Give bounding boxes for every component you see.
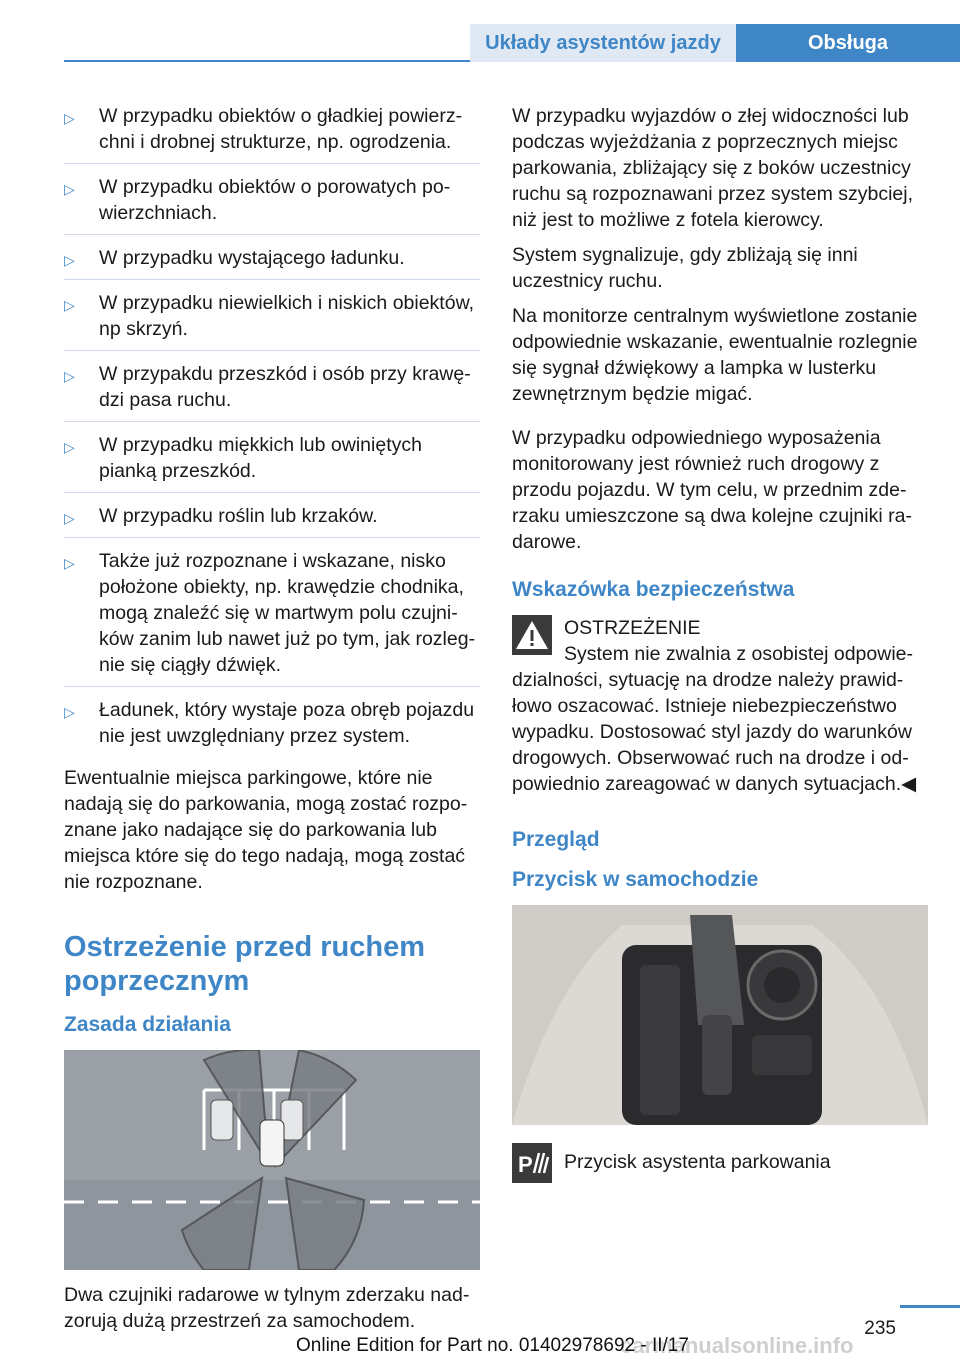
list-item: ▷ W przypadku roślin lub krzaków. — [64, 503, 480, 538]
parking-assist-button-row — [512, 1143, 928, 1187]
overview-heading: Przegląd — [512, 828, 600, 851]
list-item: ▷ W przypadku niewielkich i niskich obiektów, np skrzyń. — [64, 290, 480, 351]
warning-text: System nie zwalnia z osobistej odpowiedzialności, sytuację na drodze należy prawidłowo oszacować. Istnieje niebezpieczeństwo wypadku. Dostosować styl jazdy do warunków drogowych. Obserwować ruch na drodze i odpowiednio zareagować w danych sytuacjach.◀ — [512, 643, 917, 795]
bullet-triangle-icon: ▷ — [64, 704, 75, 720]
center-console-photo — [512, 905, 928, 1125]
footer-rule — [900, 1305, 960, 1308]
bullet-triangle-icon: ▷ — [64, 555, 75, 571]
section-heading: Ostrzeżenie przed ruchem poprzecznym — [64, 931, 425, 997]
warning-triangle-icon — [512, 615, 552, 655]
radar-coverage-illustration — [64, 1050, 480, 1270]
paragraph: Na monitorze centralnym wyświetlone zostanie odpowiednie wskazanie, ewentualnie rozlegnie się sygnał dźwiękowy a lampka w lusterku zewnętrznym będzie migać. — [512, 305, 918, 405]
subsection-heading: Zasada działania — [64, 1013, 231, 1036]
bullet-triangle-icon: ▷ — [64, 252, 75, 268]
bullet-triangle-icon: ▷ — [64, 510, 75, 526]
paragraph: W przypadku wyjazdów o złej widoczności lub podczas wyjeżdżania z poprzecznych miejsc parkowania, zbliżający się z boków uczestnicy ruchu są rozpoznawani przez system szybciej, niż jest to możliwe z fotela kierowcy. — [512, 105, 913, 231]
parking-assist-icon — [512, 1143, 552, 1183]
list-item: ▷ W przypadku miękkich lub owiniętych pianką przeszkód. — [64, 432, 480, 493]
road — [64, 1180, 480, 1270]
radar-diagram — [64, 1050, 480, 1270]
watermark: carmanualsonline.info — [620, 1333, 854, 1358]
left-column — [64, 103, 480, 1343]
list-item: ▷ W przypadku obiektów o gładkiej powierzchni i drobnej strukturze, np. ogrodzenia. — [64, 103, 480, 164]
header-section-title: Układy asystentów jazdy — [470, 24, 736, 62]
button-label: Przycisk asystenta parkowania — [564, 1151, 831, 1173]
figure-caption: Dwa czujniki radarowe w tylnym zderzaku nadzorują dużą przestrzeń za samochodem. — [64, 1284, 470, 1332]
list-item: ▷ Ładunek, który wystaje poza obręb pojazdu nie jest uwzględniany przez system. — [64, 699, 475, 747]
safety-heading: Wskazówka bezpieczeństwa — [512, 578, 795, 601]
bullet-triangle-icon: ▷ — [64, 110, 75, 126]
warning-title: OSTRZEŻENIE — [564, 617, 701, 639]
parked-car — [211, 1100, 233, 1140]
limitations-list — [64, 103, 480, 757]
list-item: ▷ W przypakdu przeszkód i osób przy krawędzi pasa ruchu. — [64, 361, 480, 422]
header-chapter-title: Obsługa — [736, 24, 960, 62]
ego-car — [260, 1120, 284, 1166]
bullet-triangle-icon: ▷ — [64, 181, 75, 197]
warning-box — [512, 615, 928, 797]
page-number: 235 — [864, 1318, 896, 1339]
list-item: ▷ W przypadku wystającego ładunku. — [64, 245, 480, 280]
list-item: ▷ W przypadku obiektów o porowatych powierzchniach. — [64, 174, 480, 235]
paragraph: W przypadku odpowiedniego wyposażenia monitorowany jest również ruch drogowy z przodu pojazdu. W tym celu, w przednim zderzaku umieszczone są dwa kolejne czujniki radarowe. — [512, 427, 912, 553]
bullet-triangle-icon: ▷ — [64, 297, 75, 313]
parking-note: Ewentualnie miejsca parkingowe, które nie nadają się do parkowania, mogą zostać rozpoznane jako nadające się do parkowania lub miejsca które się do tego nadają, mogą zostać nie rozpoznane. — [64, 767, 468, 893]
list-item: ▷ Także już rozpoznane i wskazane, nisko położone obiekty, np. krawędzie chodnika, mogą znaleźć się w martwym polu czujników zanim lub nawet już po tym, jak rozlegnie się ciągły dźwięk. — [64, 548, 480, 687]
bullet-triangle-icon: ▷ — [64, 368, 75, 384]
paragraph: System sygnalizuje, gdy zbliżają się inni uczestnicy ruchu. — [512, 244, 858, 292]
button-heading: Przycisk w samochodzie — [512, 868, 759, 891]
bullet-triangle-icon: ▷ — [64, 439, 75, 455]
right-column — [512, 103, 928, 1187]
svg-text:P: P — [518, 1152, 533, 1177]
edition-note: Online Edition for Part no. 01402978692 - II/17 — [296, 1335, 689, 1356]
